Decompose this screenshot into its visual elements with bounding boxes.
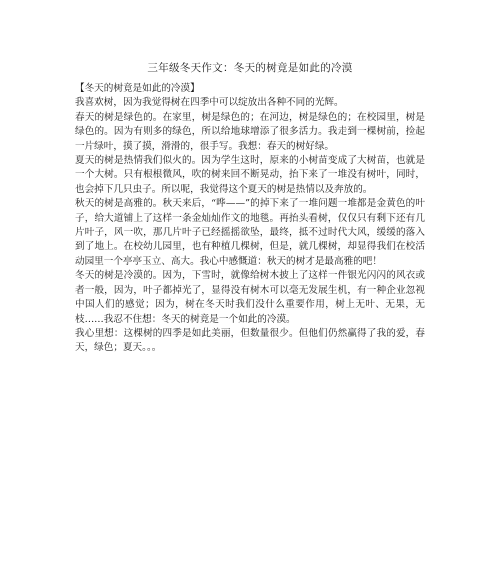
paragraph-conclusion: 我心里想：这棵树的四季是如此美丽，但数量很少。但他们仍然赢得了我的爱，春天，绿色；夏天。。。	[75, 327, 425, 354]
paragraph-summer: 夏天的树是热情我们似火的。因为学生这时，原来的小树苗变成了大树苗，也就是一个大树。只有根根微风，吹的树来回不断晃动，抬下来了一堆没有树叶，同时，也会掉下几只虫子。所以呢，我觉得这个夏天的树是热情以及奔放的。	[75, 155, 425, 195]
section-heading: 【冬天的树竟是如此的冷漠】	[75, 83, 200, 94]
document-title: 三年级冬天作文：冬天的树竟是如此的冷漠	[147, 62, 353, 74]
document-body	[75, 82, 425, 356]
paragraph-spring: 春天的树是绿色的。在家里，树是绿色的；在河边，树是绿色的；在校园里，树是绿色的。因为有则多的绿色，所以给地球增添了很多活力。我走到一棵树前，捡起一片绿叶，摸了摸，滑滑的，很手写。我想：春天的树好绿。	[75, 111, 425, 152]
paragraph-autumn: 秋天的树是高雅的。秋天来后，“哗——”的掉下来了一堆问题一堆都是金黄色的叶子，给大道铺上了这样一条金灿灿作文的地毯。再抬头看树，仅仅只有剩下还有几片叶子，风一吹，那几片叶子已经摇摇欲坠，最终，抵不过时代大风，缓缓的落入到了地上。在校幼儿园里，也有种植几棵树，但是，就几棵树，却显得我们在校活动园里一个亭亭玉立、高大。我心中感慨道：秋天的树才是最高雅的吧！	[75, 198, 425, 267]
paragraph-intro: 我喜欢树，因为我觉得树在四季中可以绽放出各种不同的光辉。	[75, 97, 344, 109]
paragraph-winter: 冬天的树是冷漠的。因为，下雪时，就像给树木披上了这样一件银光闪闪的风衣或者一般，因为，叶子都掉光了，显得没有树木可以毫无发展生机，有一种企业忽视中国人们的感觉；因为，树在冬天时我们没什么重要作用，树上无叶、无果，无枝……我忍不住想：冬天的树竟是一个如此的冷漠。	[75, 270, 425, 325]
